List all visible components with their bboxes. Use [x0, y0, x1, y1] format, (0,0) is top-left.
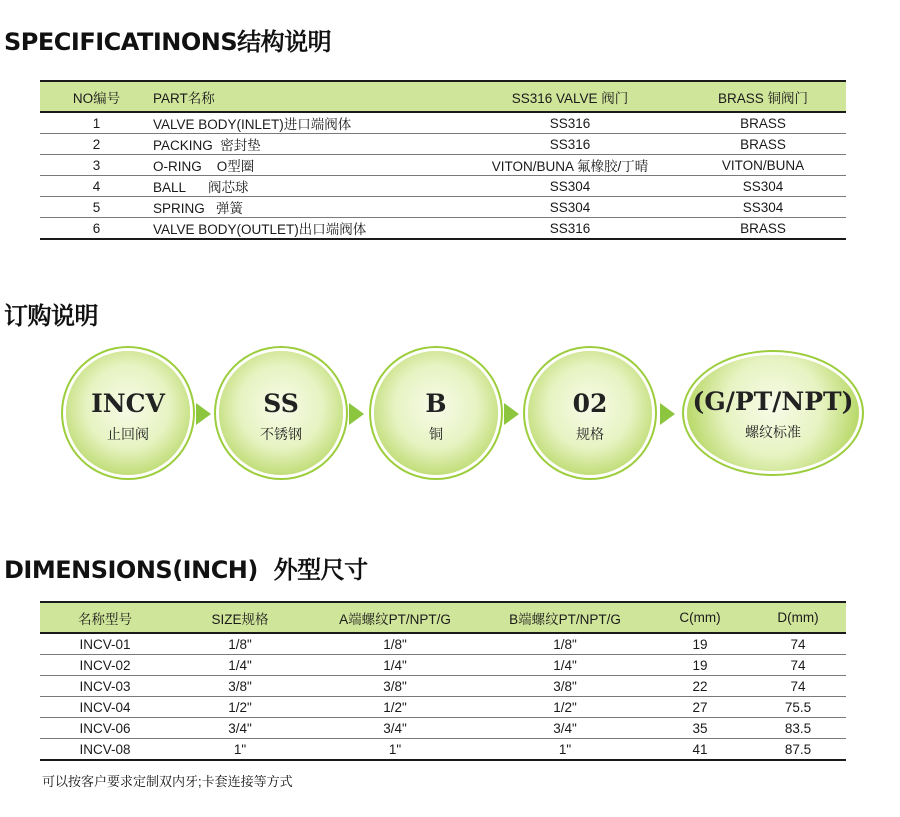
cell-a-thread: 1/4"	[310, 655, 480, 676]
header-size: SIZE规格	[211, 611, 269, 627]
table-row	[40, 112, 846, 134]
order-code: SS	[263, 389, 299, 418]
cell-part: SPRING 弹簧	[153, 197, 460, 218]
cell-model: INCV-01	[40, 633, 170, 655]
header-model: 名称型号	[78, 611, 132, 627]
cell-d: 87.5	[784, 741, 812, 757]
order-code: INCV	[91, 389, 165, 418]
header-d: D(mm)	[777, 610, 819, 625]
cell-a-thread: 1/2"	[310, 697, 480, 718]
cell-part: VALVE BODY(OUTLET)出口端阀体	[153, 222, 367, 237]
order-label: 不锈钢	[260, 426, 302, 442]
cell-no: 4	[40, 176, 153, 197]
cell-c: 19	[650, 633, 750, 655]
cell-b-thread: 1/2"	[480, 697, 650, 718]
cell-part: PACKING 密封垫	[153, 134, 460, 155]
cell-brass: SS304	[680, 197, 846, 218]
cell-c: 27	[650, 697, 750, 718]
header-brass: BRASS 铜阀门	[717, 90, 809, 106]
table-row	[40, 697, 846, 718]
cell-a-thread: 1/8"	[310, 633, 480, 655]
order-code: B	[425, 389, 447, 418]
order-label: 螺纹标准	[745, 424, 801, 440]
cell-no: 3	[40, 155, 153, 176]
cell-size: 3/8"	[170, 676, 310, 697]
cell-ss316: SS316	[460, 112, 680, 134]
spec-section-title: SPECIFICATINONS结构说明	[4, 28, 332, 56]
header-part: PART名称	[153, 90, 215, 106]
cell-part: VALVE BODY(INLET)进口端阀体	[153, 112, 460, 134]
cell-brass: SS304	[680, 176, 846, 197]
arrow-right-icon	[196, 403, 211, 425]
cell-size: 3/4"	[170, 718, 310, 739]
cell-no: 5	[40, 197, 153, 218]
cell-b-thread: 1"	[558, 741, 572, 757]
order-section-title: 订购说明	[4, 302, 98, 330]
dimensions-section-title: DIMENSIONS(INCH) 外型尺寸	[4, 556, 368, 584]
cell-b-thread: 3/4"	[480, 718, 650, 739]
dimensions-table	[40, 601, 846, 761]
cell-a-thread: 3/8"	[310, 676, 480, 697]
cell-d: 75.5	[750, 697, 846, 718]
cell-brass: BRASS	[680, 112, 846, 134]
table-row	[40, 718, 846, 739]
cell-a-thread: 3/4"	[310, 718, 480, 739]
arrow-right-icon	[504, 403, 519, 425]
cell-size: 1/2"	[170, 697, 310, 718]
arrow-right-icon	[660, 403, 675, 425]
table-header-row	[40, 602, 846, 633]
cell-ss316: SS304	[460, 197, 680, 218]
header-no: NO编号	[72, 90, 121, 106]
table-row	[40, 633, 846, 655]
specifications-table	[40, 80, 846, 240]
order-code-flow	[0, 346, 900, 476]
cell-model: INCV-06	[40, 718, 170, 739]
arrow-right-icon	[349, 403, 364, 425]
cell-part: BALL 阀芯球	[153, 176, 460, 197]
cell-b-thread: 1/4"	[480, 655, 650, 676]
footnote: 可以按客户要求定制双内牙;卡套连接等方式	[42, 774, 293, 789]
cell-ss316: SS316	[460, 134, 680, 155]
cell-ss316: SS316	[549, 220, 591, 236]
table-row	[40, 739, 846, 761]
order-label: 止回阀	[107, 426, 149, 442]
order-label: 铜	[429, 426, 443, 442]
header-ss316: SS316 VALVE 阀门	[511, 90, 629, 106]
cell-d: 74	[750, 676, 846, 697]
table-row	[40, 155, 846, 176]
order-bubble-size	[528, 351, 652, 475]
order-bubble-type	[66, 351, 190, 475]
cell-d: 83.5	[750, 718, 846, 739]
cell-model: INCV-03	[40, 676, 170, 697]
cell-c: 19	[650, 655, 750, 676]
table-row	[40, 655, 846, 676]
cell-c: 41	[692, 741, 708, 757]
order-bubble-thread	[687, 355, 859, 471]
cell-part: O-RING O型圈	[153, 155, 460, 176]
cell-size: 1/8"	[170, 633, 310, 655]
order-code: (G/PT/NPT)	[692, 387, 854, 416]
cell-no: 1	[40, 112, 153, 134]
cell-no: 2	[40, 134, 153, 155]
cell-size: 1"	[233, 741, 247, 757]
order-label: 规格	[576, 426, 604, 442]
header-a-thread: A端螺纹PT/NPT/G	[339, 611, 451, 627]
table-row	[40, 676, 846, 697]
table-row	[40, 176, 846, 197]
table-row	[40, 197, 846, 218]
table-header-row	[40, 81, 846, 112]
cell-d: 74	[750, 633, 846, 655]
cell-brass: VITON/BUNA	[680, 155, 846, 176]
header-b-thread: B端螺纹PT/NPT/G	[509, 611, 621, 627]
cell-ss316: SS304	[460, 176, 680, 197]
cell-a-thread: 1"	[388, 741, 402, 757]
order-code: 02	[572, 389, 608, 418]
cell-c: 22	[650, 676, 750, 697]
cell-model: INCV-08	[79, 741, 131, 757]
cell-model: INCV-02	[40, 655, 170, 676]
cell-model: INCV-04	[40, 697, 170, 718]
cell-no: 6	[92, 220, 101, 236]
cell-brass: BRASS	[740, 220, 786, 236]
cell-size: 1/4"	[170, 655, 310, 676]
order-bubble-material	[219, 351, 343, 475]
cell-c: 35	[650, 718, 750, 739]
cell-d: 74	[750, 655, 846, 676]
table-row	[40, 134, 846, 155]
cell-b-thread: 3/8"	[480, 676, 650, 697]
cell-b-thread: 1/8"	[480, 633, 650, 655]
cell-brass: BRASS	[680, 134, 846, 155]
order-bubble-body	[374, 351, 498, 475]
table-row	[40, 218, 846, 240]
cell-ss316: VITON/BUNA 氟橡胶/丁晴	[460, 155, 680, 176]
header-c: C(mm)	[679, 610, 721, 625]
